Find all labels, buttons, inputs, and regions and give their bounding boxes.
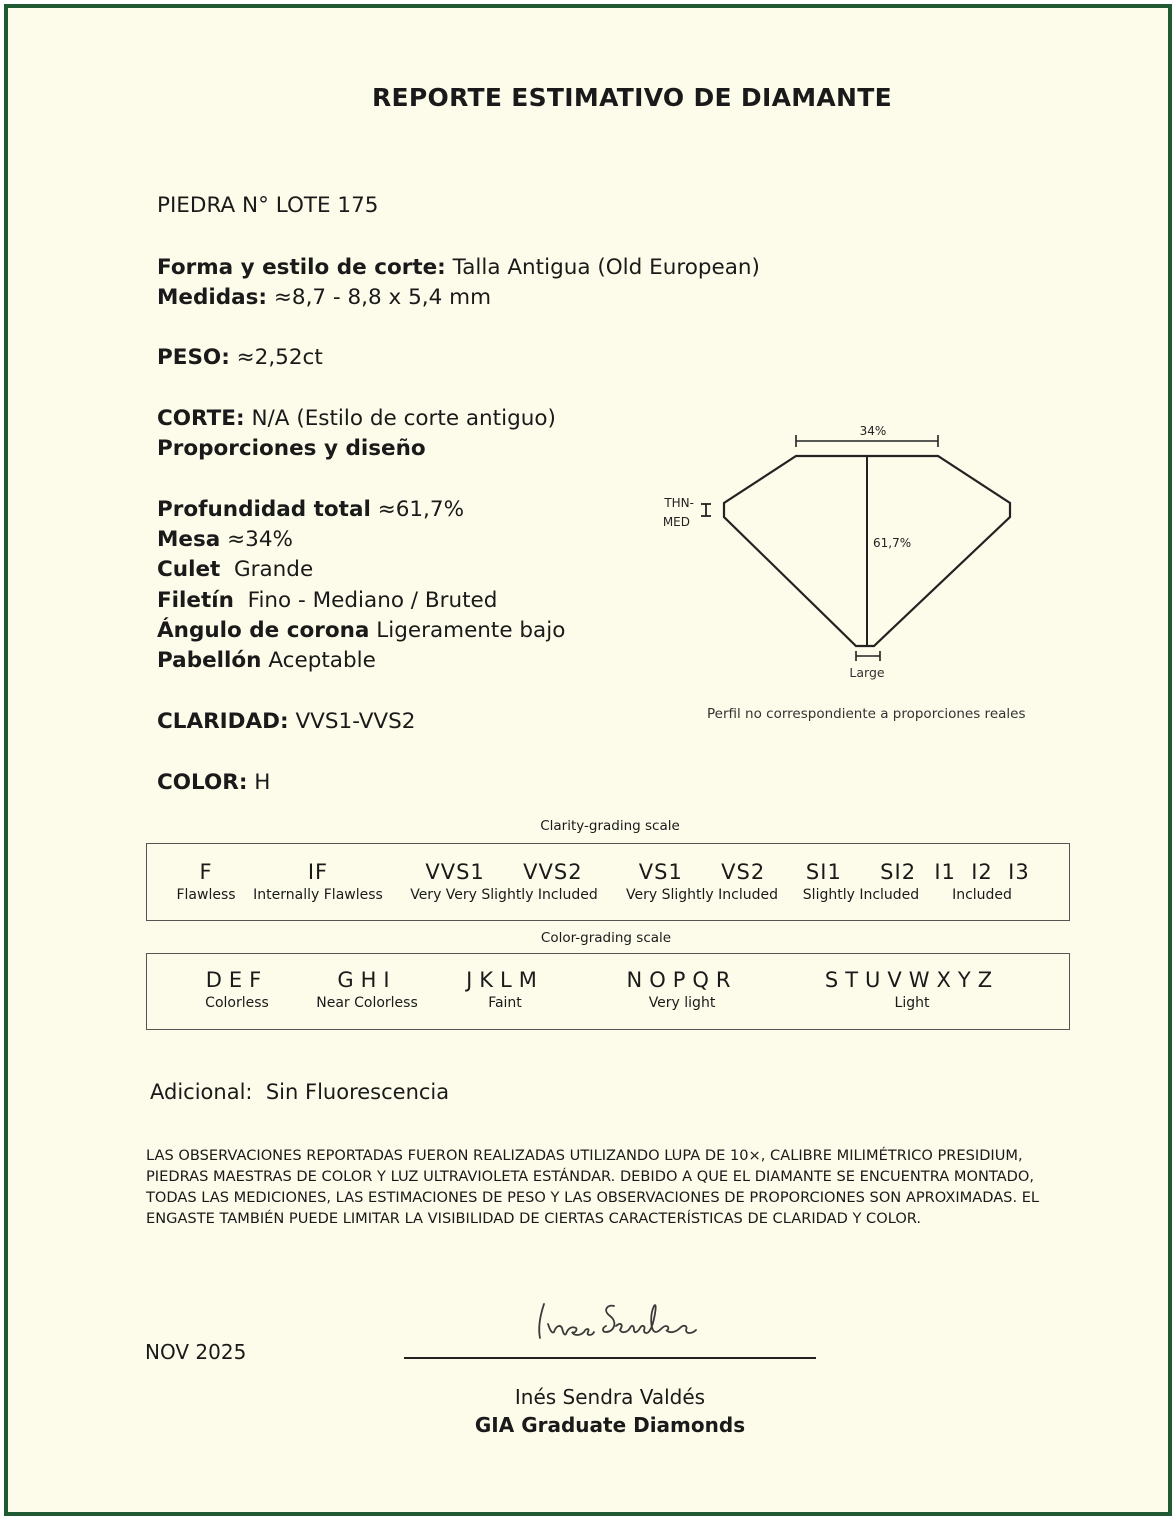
report-date: NOV 2025	[145, 1340, 247, 1364]
girdle-label-bottom: MED	[662, 515, 690, 529]
color-grade: JKLM Faint	[466, 968, 544, 1011]
color-field: COLOR: H	[157, 770, 271, 795]
clarity-scale-box	[146, 843, 1070, 921]
clarity-grade: IF Internally Flawless	[253, 860, 383, 903]
clarity-grade: VVS1 VVS2 Very Very Slightly Included	[410, 860, 598, 903]
clarity-grade: I1 I2 I3 Included	[934, 860, 1030, 903]
proportion-row: Culet Grande	[157, 557, 314, 582]
disclaimer-text: LAS OBSERVACIONES REPORTADAS FUERON REALIZADAS UTILIZANDO LUPA DE 10×, CALIBRE MILIMÉTRICO PRESIDIUM, PIEDRAS MAESTRAS DE COLOR Y LUZ ULTRAVIOLETA ESTÁNDAR. DEBIDO A QUE EL DIAMANTE SE ENCUENTRA MONTADO, TODAS LAS MEDICIONES, LAS ESTIMACIONES DE PESO Y LAS OBSERVACIONES DE PROPORCIONES SON APROXIMADAS. EL ENGASTE TAMBIÉN PUEDE LIMITAR LA VISIBILIDAD DE CIERTAS CARACTERÍSTICAS DE CLARIDAD Y COLOR.	[146, 1147, 1040, 1227]
cut-field: CORTE: N/A (Estilo de corte antiguo)	[157, 406, 556, 431]
proportion-row: Pabellón Aceptable	[157, 648, 376, 673]
color-grade: GHI Near Colorless	[316, 968, 418, 1011]
proportion-row: Ángulo de corona Ligeramente bajo	[157, 618, 566, 643]
proportion-row: Profundidad total ≈61,7%	[157, 497, 465, 522]
clarity-grade: SI1 SI2 Slightly Included	[802, 860, 920, 903]
proportion-row: Filetín Fino - Mediano / Bruted	[157, 588, 498, 613]
stone-number: PIEDRA N° LOTE 175	[157, 193, 379, 218]
clarity-grade: VS1 VS2 Very Slightly Included	[626, 860, 778, 903]
color-scale-title: Color-grading scale	[540, 930, 672, 946]
color-scale-box	[146, 953, 1070, 1030]
report-title: REPORTE ESTIMATIVO DE DIAMANTE	[371, 83, 893, 112]
diamond-profile-svg	[640, 415, 1040, 695]
weight-field: PESO: ≈2,52ct	[157, 345, 323, 370]
clarity-scale-title: Clarity-grading scale	[540, 818, 680, 834]
signer-name: Inés Sendra Valdés	[514, 1385, 706, 1409]
signature-line	[404, 1357, 816, 1359]
proportion-row: Mesa ≈34%	[157, 527, 293, 552]
clarity-field: CLARIDAD: VVS1-VVS2	[157, 709, 416, 734]
clarity-grade: F Flawless	[176, 860, 236, 903]
color-grade: NOPQR Very light	[626, 968, 738, 1011]
depth-pct-label: 61,7%	[873, 536, 912, 550]
diagram-note: Perfil no correspondiente a proporciones reales	[707, 706, 1026, 722]
report-sheet	[4, 4, 1172, 1516]
culet-label: Large	[849, 665, 885, 680]
proportions-heading: Proporciones y diseño	[157, 436, 426, 461]
color-grade: STUVWXYZ Light	[824, 968, 1000, 1011]
signer-organization: GIA Graduate Diamonds	[474, 1413, 746, 1437]
additional-field: Adicional: Sin Fluorescencia	[150, 1080, 450, 1104]
table-pct-label: 34%	[859, 424, 887, 438]
diamond-profile-diagram	[640, 415, 1040, 695]
girdle-label-top: THN-	[664, 496, 694, 510]
color-grade: DEF Colorless	[205, 968, 269, 1011]
shape-field: Forma y estilo de corte: Talla Antigua (Old European)	[157, 255, 760, 280]
handwritten-signature	[530, 1296, 720, 1346]
measures-field: Medidas: ≈8,7 - 8,8 x 5,4 mm	[157, 285, 492, 310]
